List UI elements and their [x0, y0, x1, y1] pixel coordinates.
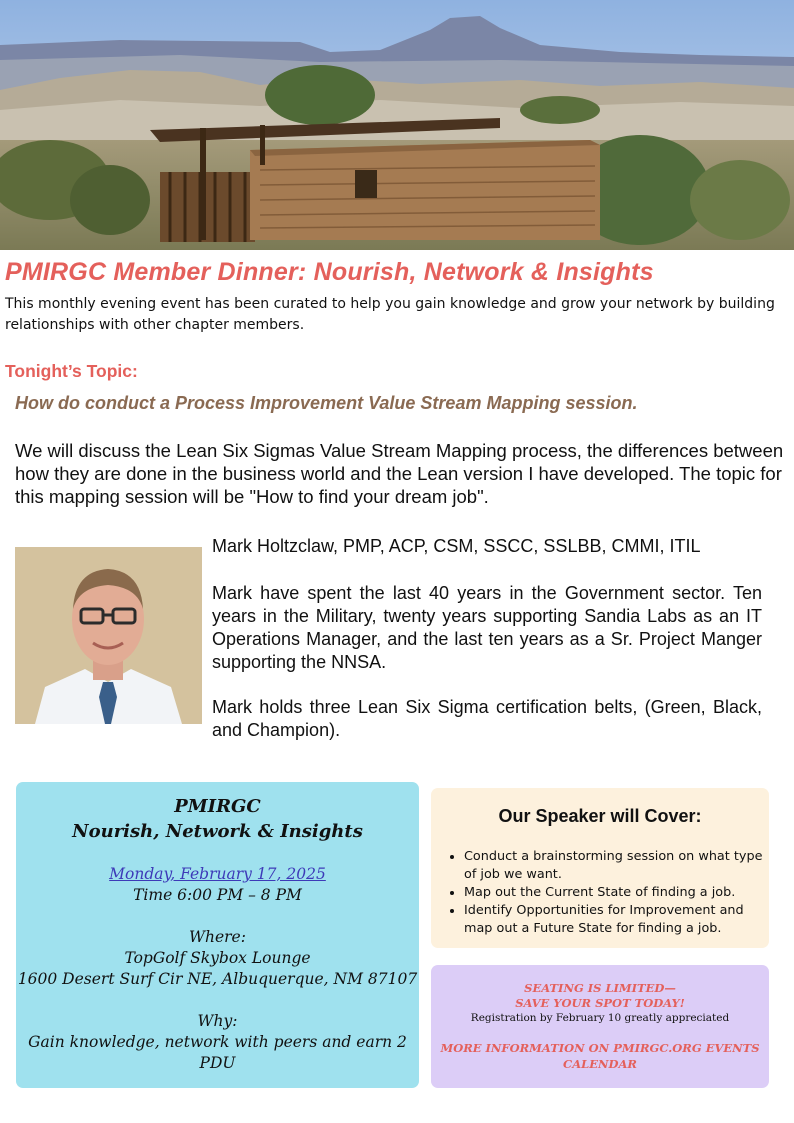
event-why-line1: Gain knowledge, network with peers and earn 2: [28, 1033, 407, 1051]
topic-question: How do conduct a Process Improvement Value Stream Mapping session.: [15, 393, 638, 413]
event-box-title-line2: Nourish, Network & Insights: [72, 821, 363, 842]
save-spot-line: SAVE YOUR SPOT TODAY!: [515, 996, 685, 1010]
coverage-title: Our Speaker will Cover:: [498, 806, 702, 826]
more-info-line1: MORE INFORMATION ON PMIRGC.ORG EVENTS: [440, 1041, 760, 1055]
topic-label: Tonight’s Topic:: [5, 361, 138, 381]
speaker-portrait-illustration: [15, 547, 202, 724]
speaker-certifications: Mark holds three Lean Six Sigma certification belts, (Green, Black, and Champion).: [212, 697, 762, 740]
coverage-list: [450, 848, 769, 938]
topic-description: We will discuss the Lean Six Sigmas Value Stream Mapping process, the differences between how they are done in the business world and the Lean version I have developed. The topic for this mapping session will be "How to find your dream job".: [15, 440, 784, 507]
registration-note: Registration by February 10 greatly appreciated: [470, 1012, 730, 1024]
event-date-link[interactable]: Monday, February 17, 2025: [109, 865, 326, 883]
speaker-bio: Mark have spent the last 40 years in the Government sector. Ten years in the Military, twenty years supporting Sandia Labs as an IT Operations Manager, and the last ten years as a Sr. Project Manger supporting the NNSA.: [212, 583, 762, 672]
speaker-photo: [15, 547, 202, 724]
speaker-name: Mark Holtzclaw, PMP, ACP, CSM, SSCC, SSLBB, CMMI, ITIL: [212, 536, 701, 556]
list-item: • Conduct a brainstorming session on what type of job we want.: [464, 848, 769, 884]
event-box-title-line1: PMIRGC: [174, 796, 261, 817]
hero-landscape-illustration: [0, 0, 794, 250]
seating-limited-line: SEATING IS LIMITED—: [524, 981, 676, 995]
list-item: • Map out the Current State of finding a job.: [464, 884, 769, 902]
event-why-line2: PDU: [199, 1054, 236, 1072]
event-address: 1600 Desert Surf Cir NE, Albuquerque, NM 87107: [17, 970, 418, 988]
hero-landscape-photo: [0, 0, 794, 250]
event-intro: This monthly evening event has been curated to help you gain knowledge and grow your network by building relationships with other chapter members.: [5, 296, 775, 333]
seating-info-box: [431, 965, 769, 1088]
event-title: PMIRGC Member Dinner: Nourish, Network & Insights: [5, 258, 654, 286]
event-why-label: Why:: [197, 1012, 238, 1030]
event-venue: TopGolf Skybox Lounge: [124, 949, 311, 967]
event-details-box: [16, 782, 419, 1088]
event-time: Time 6:00 PM – 8 PM: [133, 886, 302, 904]
more-info-line2: CALENDAR: [563, 1057, 637, 1071]
list-item: • Identify Opportunities for Improvement and map out a Future State for finding a job.: [464, 902, 769, 938]
event-where-label: Where:: [189, 928, 246, 946]
